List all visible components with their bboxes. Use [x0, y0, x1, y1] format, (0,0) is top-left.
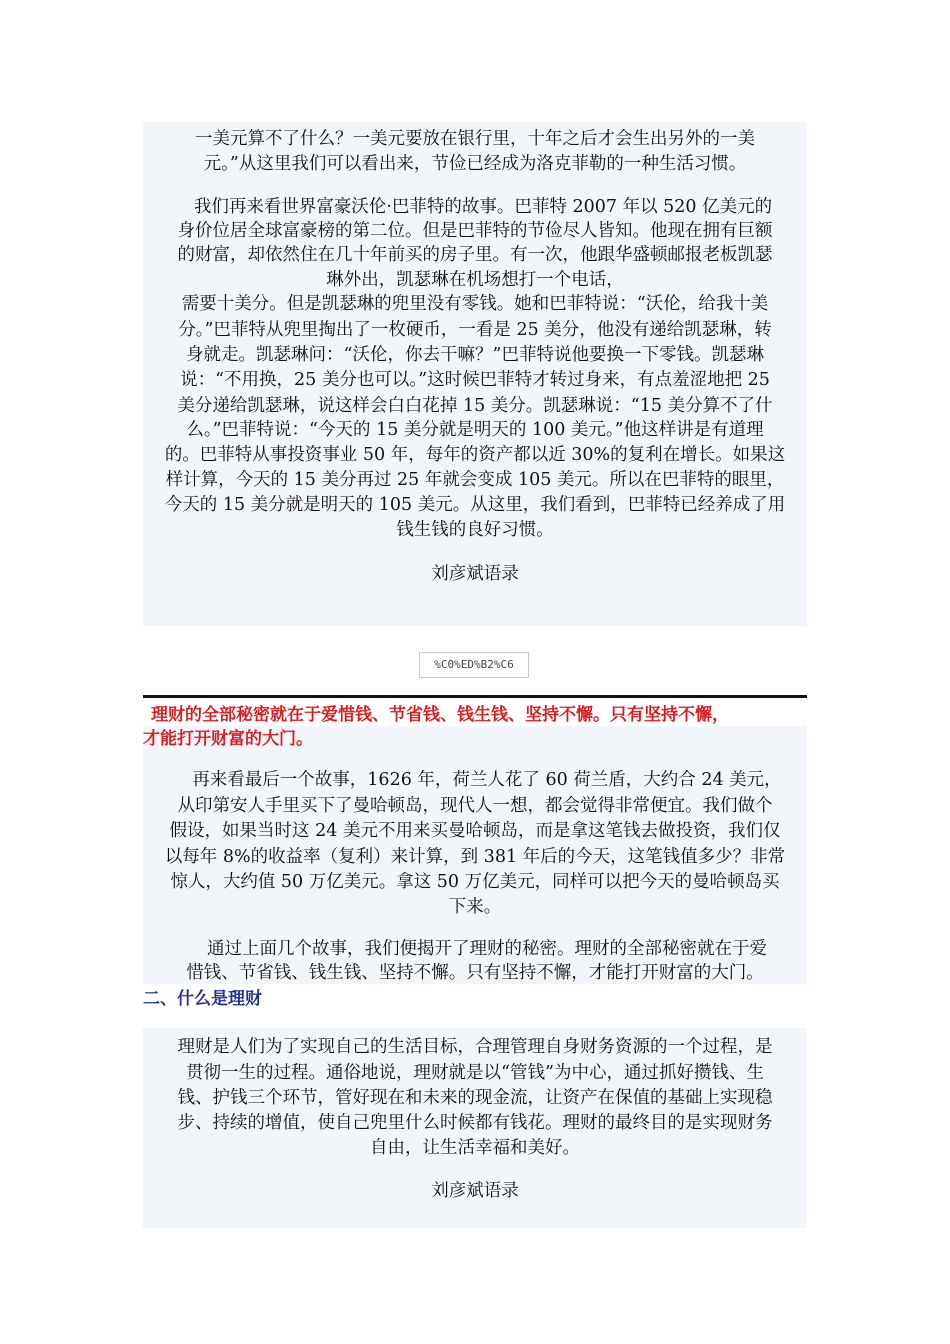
paragraph-line: 今天的 15 美分就是明天的 105 美元。从这里，我们看到，巴菲特已经养成了用 [164, 495, 786, 515]
paragraph-line: 贯彻一生的过程。通俗地说，理财就是以“管钱”为中心，通过抓好攒钱、生 [186, 1063, 764, 1083]
paragraph-line: 需要十美分。但是凯瑟琳的兜里没有零钱。她和巴菲特说：“沃伦，给我十美 [181, 294, 769, 314]
paragraph-line: 我们再来看世界富豪沃伦·巴菲特的故事。巴菲特 2007 年以 520 亿美元的 [193, 197, 773, 217]
paragraph-line: 的。巴菲特从事投资事业 50 年，每年的资产都以近 30%的复利在增长。如果这 [164, 445, 786, 465]
paragraph-line: 通过上面几个故事，我们便揭开了理财的秘密。理财的全部秘密就在于爱 [207, 939, 767, 959]
highlight-quote-line: 才能打开财富的大门。 [143, 729, 313, 749]
signature: 刘彦斌语录 [431, 1181, 519, 1201]
paragraph-line: 琳外出，凯瑟琳在机场想打一个电话， [326, 270, 624, 290]
signature: 刘彦斌语录 [431, 564, 519, 584]
paragraph-line: 惜钱、节省钱、钱生钱、坚持不懈。只有坚持不懈，才能打开财富的大门。 [186, 963, 764, 983]
paragraph-line: 的财富，却依然住在几十年前买的房子里。有一次，他跟华盛顿邮报老板凯瑟 [177, 245, 773, 265]
paragraph-line: 分。”巴菲特从兜里掏出了一枚硬币，一看是 25 美分，他没有递给凯瑟琳，转 [178, 320, 772, 340]
paragraph-line: 么。”巴菲特说：“今天的 15 美分就是明天的 100 美元。”他这样讲是有道理 [186, 420, 764, 440]
paragraph-line: 身就走。凯瑟琳问：“沃伦，你去干嘛？”巴菲特说他要换一下零钱。凯瑟琳 [186, 345, 764, 365]
paragraph-line: 假设，如果当时这 24 美元不用来买曼哈顿岛，而是拿这笔钱去做投资，我们仅 [169, 821, 781, 841]
paragraph-line: 样计算，今天的 15 美分再过 25 年就会变成 105 美元。所以在巴菲特的眼里， [165, 470, 785, 490]
paragraph-line: 惊人，大约值 50 万亿美元。拿这 50 万亿美元，同样可以把今天的曼哈顿岛买 [170, 872, 780, 892]
paragraph-line: 美分递给凯瑟琳，说这样会白白花掉 15 美分。凯瑟琳说：“15 美分算不了什 [177, 396, 773, 416]
paragraph-line: 钱、护钱三个环节，管好现在和未来的现金流，让资产在保值的基础上实现稳 [177, 1088, 773, 1108]
paragraph-line: 钱生钱的良好习惯。 [396, 520, 554, 540]
paragraph-line: 再来看最后一个故事，1626 年，荷兰人花了 60 荷兰盾，大约合 24 美元， [192, 770, 782, 790]
highlight-quote-line: 理财的全部秘密就在于爱惜钱、节省钱、钱生钱、坚持不懈。只有坚持不懈， [151, 705, 729, 725]
paragraph-line: 一美元算不了什么？一美元要放在银行里，十年之后才会生出另外的一美 [195, 129, 755, 149]
section-heading: 二、什么是理财 [143, 989, 262, 1009]
paragraph-line: 身价位居全球富豪榜的第二位。但是巴菲特的节俭尽人皆知。他现在拥有巨额 [177, 221, 773, 241]
divider-line [143, 695, 807, 698]
paragraph-line: 步、持续的增值，使自己兜里什么时候都有钱花。理财的最终目的是实现财务 [177, 1113, 773, 1133]
paragraph-line: 元。”从这里我们可以看出来，节俭已经成为洛克菲勒的一种生活习惯。 [203, 154, 747, 174]
paragraph-line: 下来。 [448, 897, 502, 917]
paragraph-line: 以每年 8%的收益率（复利）来计算，到 381 年后的今天，这笔钱值多少？非常 [164, 847, 786, 867]
image-placeholder-label: %C0%ED%B2%C6 [419, 652, 529, 678]
paragraph-line: 说：“不用换，25 美分也可以。”这时候巴菲特才转过身来，有点羞涩地把 25 [180, 370, 770, 390]
paragraph-line: 从印第安人手里买下了曼哈顿岛，现代人一想，都会觉得非常便宜。我们做个 [177, 796, 773, 816]
paragraph-line: 自由，让生活幸福和美好。 [370, 1138, 580, 1158]
paragraph-line: 理财是人们为了实现自己的生活目标，合理管理自身财务资源的一个过程，是 [177, 1037, 773, 1057]
